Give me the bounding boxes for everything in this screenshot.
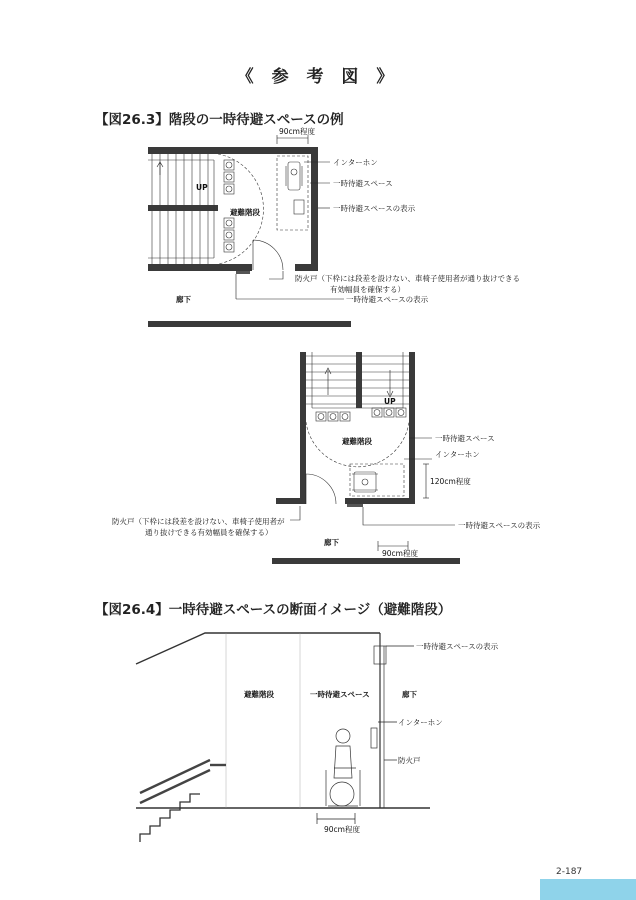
page-number: 2-187: [556, 867, 583, 877]
tactile-dot: [386, 410, 392, 416]
plan1-refuge-label: 一時待避スペース: [333, 179, 393, 188]
tactile-block: [224, 160, 234, 170]
plan1-up-arrow: [157, 162, 163, 175]
section: [136, 633, 430, 842]
tactile-dot: [342, 414, 348, 420]
tactile-dot: [226, 174, 232, 180]
plan2-stair-flight-left: [306, 356, 356, 404]
plan1-intercom-label: インターホン: [333, 158, 378, 167]
tactile-dot: [398, 410, 404, 416]
plan1-sign-label: 一時待避スペースの表示: [333, 204, 416, 213]
plan1-center-wall: [148, 205, 218, 211]
section-firedoor-label: 防火戸: [398, 756, 421, 765]
plan1-dim-top: 90cm程度: [279, 127, 315, 136]
page-accent-bar: [540, 879, 636, 900]
section-sign-label: 一時待避スペースの表示: [416, 642, 499, 651]
plan1-bag: [294, 200, 304, 214]
tactile-dot: [226, 232, 232, 238]
plan2-firedoor-line1: 防火戸（下枠には段差を設けない、車椅子使用者が: [112, 517, 285, 526]
section-intercom: [371, 728, 377, 748]
plan2-corridor-wall: [272, 558, 460, 564]
section-wheelchair-user: [326, 729, 360, 806]
plan2-intercom-label: インターホン: [435, 450, 480, 459]
plan2-dim-side: 120cm程度: [430, 477, 471, 486]
plan2-up-label: UP: [384, 397, 396, 406]
tactile-dot: [226, 244, 232, 250]
plan1-tactile-blocks: [224, 160, 234, 252]
plan2-corridor-label: 廊下: [324, 538, 339, 547]
plan1-corridor-wall: [148, 321, 351, 327]
plan2-refuge-label: 一時待避スペース: [435, 434, 495, 443]
plan1-wheelchair: [286, 162, 302, 190]
plan1-right-wall: [311, 147, 318, 271]
tactile-block: [224, 184, 234, 194]
section-corridor-label: 廊下: [402, 690, 417, 699]
tactile-block: [224, 242, 234, 252]
tactile-block: [224, 172, 234, 182]
plan2-tactile-blocks: [316, 408, 406, 421]
tactile-dot: [226, 186, 232, 192]
plan2-wheelchair: [352, 472, 378, 492]
tactile-dot: [374, 410, 380, 416]
tactile-block: [224, 218, 234, 228]
plan1-refuge-area: [277, 156, 308, 230]
stair-profile: [140, 794, 200, 842]
tactile-block: [224, 230, 234, 240]
plan1-up-label: UP: [196, 183, 208, 192]
plan1-bottom-wall-left: [148, 264, 252, 271]
plan2-door-swing: [306, 474, 336, 504]
plan-2: [272, 352, 460, 564]
fig264-heading: 【図26.4】一時待避スペースの断面イメージ（避難階段）: [95, 602, 452, 618]
section-dim-bottom: 90cm程度: [324, 825, 360, 834]
plan1-corridor-label: 廊下: [176, 295, 191, 304]
tactile-dot: [330, 414, 336, 420]
section-stair-label: 避難階段: [244, 690, 274, 699]
tactile-dot: [226, 162, 232, 168]
plan2-sign-label: 一時待避スペースの表示: [458, 521, 541, 530]
plan1-stair-label: 避難階段: [230, 208, 260, 217]
plan1-door-swing: [253, 240, 283, 270]
plan1-bottom-wall-right: [295, 264, 318, 271]
section-stairs: [140, 794, 200, 842]
plan1-stair-flight-lower: [152, 211, 208, 264]
tactile-dot: [226, 220, 232, 226]
plan2-stair-label: 避難階段: [342, 437, 372, 446]
section-intercom-label: インターホン: [398, 718, 443, 727]
plan2-refuge-area: [350, 464, 404, 496]
plan1-top-wall: [148, 147, 318, 154]
tactile-dot: [318, 414, 324, 420]
plan1-stair-flight-upper: [152, 154, 208, 205]
plan1-sign-marker: [236, 271, 250, 274]
section-refuge-label: 一時待避スペース: [310, 690, 370, 699]
page-title: 《 参 考 図 》: [236, 67, 400, 87]
fig263-heading: 【図26.3】階段の一時待避スペースの例: [95, 112, 344, 128]
plan2-firedoor-line2: 通り抜けできる有効幅員を確保する）: [145, 528, 273, 537]
plan1-firedoor-line2: 有効幅員を確保する）: [330, 285, 405, 294]
plan2-dim-bottom: 90cm程度: [382, 549, 418, 558]
plan1-sign2-label: 一時待避スペースの表示: [346, 295, 429, 304]
plan1-firedoor-line1: 防火戸（下枠には段差を設けない、車椅子使用者が通り抜けできる: [295, 274, 520, 283]
